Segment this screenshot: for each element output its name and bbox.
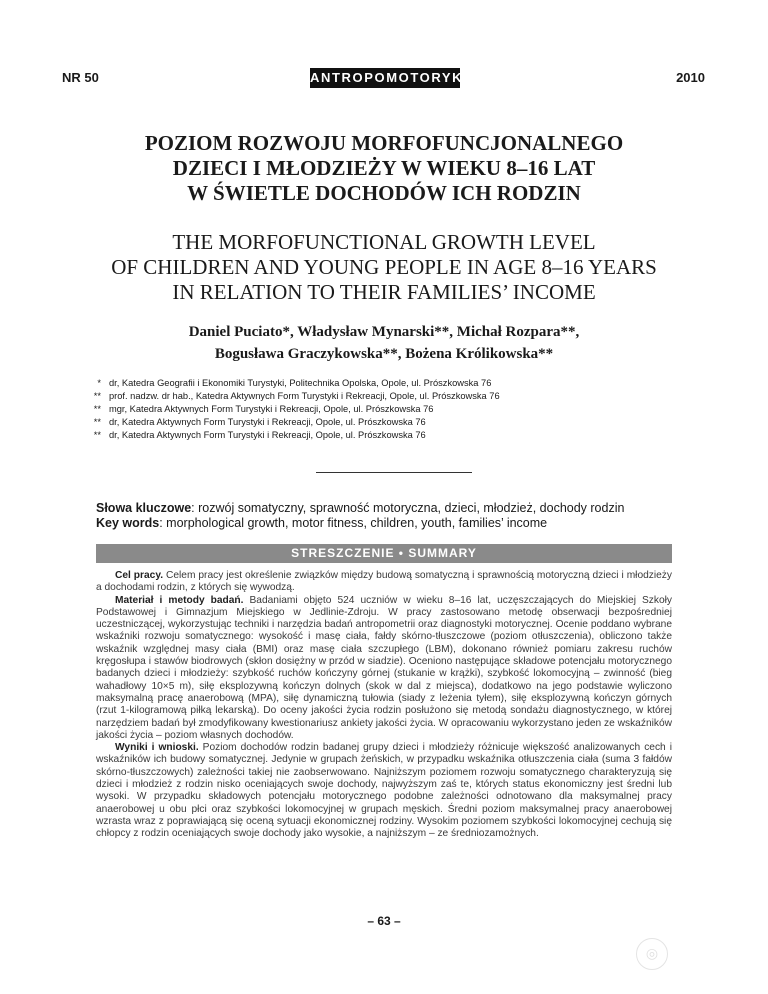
divider xyxy=(316,472,472,473)
title-en-line-2: OF CHILDREN AND YOUNG PEOPLE IN AGE 8–16 YEARS xyxy=(111,255,657,279)
abstract-heading: Cel pracy. xyxy=(115,570,164,581)
issue-number: NR 50 xyxy=(62,70,99,85)
affiliation-mark: ** xyxy=(93,404,101,414)
journal-name: ANTROPOMOTORYKA xyxy=(310,68,460,88)
keywords-en xyxy=(96,516,547,530)
affiliation xyxy=(84,404,704,416)
affiliation-mark: ** xyxy=(93,430,101,440)
keywords-pl-text: : rozwój somatyczny, sprawność motoryczna, dzieci, młodzież, dochody rodzin xyxy=(191,501,625,515)
abstract-paragraph xyxy=(96,595,672,743)
title-pl-line-2: DZIECI I MŁODZIEŻY W WIEKU 8–16 LAT xyxy=(172,156,596,180)
keywords-en-text: : morphological growth, motor fitness, children, youth, families’ income xyxy=(159,516,548,530)
summary-heading: STRESZCZENIE • SUMMARY xyxy=(96,544,672,563)
affiliation-mark: ** xyxy=(93,417,101,427)
affiliation xyxy=(84,430,704,442)
affiliation-text: mgr, Katedra Aktywnych Form Turystyki i Rekreacji, Opole, ul. Prószkowska 76 xyxy=(109,404,434,414)
abstract-paragraph xyxy=(96,742,672,840)
authors-line-1: Daniel Puciato*, Władysław Mynarski**, Michał Rozpara**, xyxy=(188,324,580,340)
page-number: – 63 – xyxy=(367,914,401,928)
watermark-logo: ◎ xyxy=(636,938,668,970)
keywords-pl xyxy=(96,501,624,515)
affiliation xyxy=(84,391,704,403)
affiliation-mark: * xyxy=(97,378,101,388)
abstract xyxy=(96,570,672,841)
affiliation-text: dr, Katedra Aktywnych Form Turystyki i Rekreacji, Opole, ul. Prószkowska 76 xyxy=(109,430,426,440)
abstract-text: Poziom dochodów rodzin badanej grupy dzieci i młodzieży różnicuje większość analizowanych cech i wskaźników ich budowy somatycznej. Jedynie w grupach żeńskich, w przypadku wskaźnika otłuszczenia ciała (suma 3 fałdów skórno-tłuszczowych) zależności takiej nie zaobserwowano. Najniższym poziomem rozwoju somatycznego charakteryzują się dzieci i młodzież z rodzin nisko oceniających swoje dochody, najwyższym zaś te, których status ekonomiczny jest średni lub wysoki. W przypadku składowych potencjału motorycznego podobne zależności odnotowano dla maksymalnej pracy anaerobowej u obu płci oraz szybkości lokomocyjnej w grupach męskich. Średni poziom maksymalnej pracy anaerobowej wzrasta wraz z poprawiającą się oceną sytuacji ekonomicznej rodziny. Wysokim poziomem szybkości lokomocyjnej cechują się chłopcy z rodzin oceniających swoje dochody jako wysokie, a najniższym – ze średniozamożnych. xyxy=(96,742,672,840)
authors-line-2: Bogusława Graczykowska**, Bożena Królikowska** xyxy=(214,346,554,362)
abstract-text: Celem pracy jest określenie związków między budową somatyczną i sprawnością motoryczną dzieci i młodzieży a dochodami rodzin, z których się wywodzą. xyxy=(96,570,672,594)
title-en-line-1: THE MORFOFUNCTIONAL GROWTH LEVEL xyxy=(172,230,596,254)
affiliation-text: dr, Katedra Geografii i Ekonomiki Turystyki, Politechnika Opolska, Opole, ul. Prószkowska 76 xyxy=(109,378,492,388)
abstract-heading: Materiał i metody badań. xyxy=(115,594,244,606)
title-pl-line-3: W ŚWIETLE DOCHODÓW ICH RODZIN xyxy=(187,181,581,205)
affiliation-mark: ** xyxy=(93,391,101,401)
keywords-en-label: Key words xyxy=(96,516,160,530)
abstract-heading: Wyniki i wnioski. xyxy=(115,742,199,754)
affiliation xyxy=(84,378,704,390)
title-en-line-3: IN RELATION TO THEIR FAMILIES’ INCOME xyxy=(172,280,596,304)
title-pl-line-1: POZIOM ROZWOJU MORFOFUNCJONALNEGO xyxy=(144,131,624,155)
year: 2010 xyxy=(676,70,705,85)
abstract-paragraph xyxy=(96,570,672,595)
affiliation-text: prof. nadzw. dr hab., Katedra Aktywnych Form Turystyki i Rekreacji, Opole, ul. Prószkowska 76 xyxy=(109,391,500,401)
authors xyxy=(0,321,768,365)
abstract-text: Badaniami objęto 524 uczniów w wieku 8–16 lat, uczęszczających do Miejskiej Szkoły Podstawowej i Gimnazjum Miejskiego w Jedlinie-Zdroju. W pracy zastosowano metodę obserwacji bezpośredniej uczestniczącej, wykorzystując techniki i narzędzia badań antropometrii oraz diagnostyki motorycznej. Ocenie poddano wybrane wskaźniki rozwoju somatycznego: wysokość i masę ciała, fałdy skórno-tłuszczowe (poziom otłuszczenia), obliczono także wskaźnik względnej masy ciała (BMI) oraz masę ciała szczupłego (LBM), dokonano również pomiaru zakresu ruchów kręgosłupa i stawów biodrowych (skłon dosiężny w przód w siadzie). Oceniono następujące składowe potencjału motorycznego badanych dzieci i młodzieży: szybkość ruchów kończyny górnej (stukanie w krążki), szybkość lokomocyjną – zwinność (bieg wahadłowy 10×5 m), siłę eksplozywną kończyn dolnych (skok w dal z miejsca), dodatkowo na jego podstawie wyliczono maksymalną pracę anaerobową (MPA), siłę dynamiczną tułowia (siady z leżenia tyłem), siłę eksplozywną kończyn górnych (rzut 1-kilogramową piłką lekarską). Do oceny jakości życia rodzin posłużono się metodą sondażu diagnostycznego, w której narzędziem badań był zmodyfikowany kwestionariusz ankiety jakości życia. W opracowaniu wykorzystano jeden ze wskaźników jakości życia – poziom własnych dochodów. xyxy=(96,594,672,741)
affiliation-text: dr, Katedra Aktywnych Form Turystyki i Rekreacji, Opole, ul. Prószkowska 76 xyxy=(109,417,426,427)
keywords-pl-label: Słowa kluczowe xyxy=(96,501,192,515)
affiliation xyxy=(84,417,704,429)
